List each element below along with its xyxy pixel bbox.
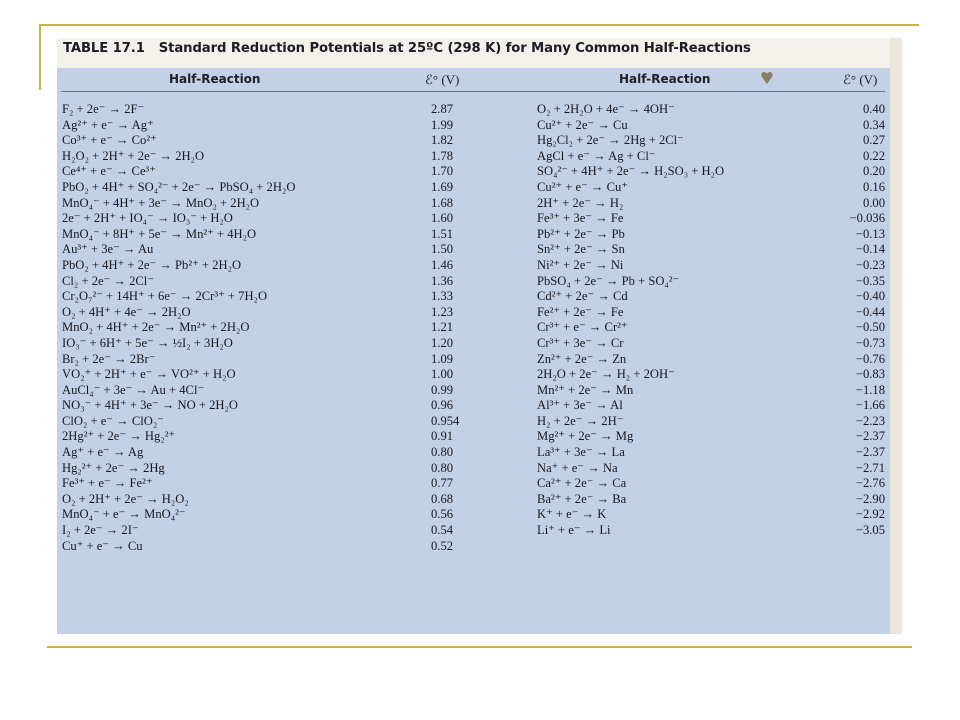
reduction-potential: 1.23 [431, 304, 454, 319]
header-potential-left: ℰ° (V) [425, 72, 460, 87]
half-reaction: MnO₄⁻ + 8H⁺ + 5e⁻ → Mn²⁺ + 4H₂O [62, 226, 257, 241]
table-row [62, 367, 482, 383]
half-reaction: Sn²⁺ + 2e⁻ → Sn [537, 242, 625, 257]
half-reaction: Na⁺ + e⁻ → Na [537, 460, 618, 475]
reduction-potential: −0.44 [855, 304, 885, 319]
half-reaction: MnO₄⁻ + 4H⁺ + 3e⁻ → MnO₂ + 2H₂O [62, 195, 260, 210]
reduction-potential: 0.34 [862, 117, 885, 132]
reduction-potential: −0.83 [855, 367, 885, 382]
table-row [537, 289, 885, 305]
table-row [537, 414, 885, 430]
table-row [62, 211, 482, 227]
half-reaction: 2H⁺ + 2e⁻ → H₂ [537, 195, 624, 210]
reduction-potential: −2.37 [855, 429, 885, 444]
slide-left-rule [39, 24, 41, 90]
table-row [537, 196, 885, 212]
reduction-potential: 1.20 [431, 335, 454, 350]
half-reaction: VO₂⁺ + 2H⁺ + e⁻ → VO²⁺ + H₂O [62, 367, 236, 382]
table-row [62, 352, 482, 368]
header-half-reaction-left: Half-Reaction [169, 72, 261, 86]
reduction-potential: −2.90 [855, 491, 885, 506]
half-reaction: Zn²⁺ + 2e⁻ → Zn [537, 351, 627, 366]
reduction-potential: 1.50 [431, 242, 454, 257]
half-reaction: Al³⁺ + 3e⁻ → Al [537, 398, 623, 413]
half-reaction: Fe³⁺ + e⁻ → Fe²⁺ [62, 476, 153, 491]
reduction-potential: 0.27 [862, 133, 885, 148]
right-column [537, 102, 885, 539]
table-row [62, 429, 482, 445]
half-reaction: F₂ + 2e⁻ → 2F⁻ [62, 102, 145, 116]
reduction-potential: 1.09 [431, 351, 454, 366]
table-row [537, 523, 885, 539]
table-row [62, 539, 482, 555]
table-row [62, 164, 482, 180]
table-row [537, 352, 885, 368]
half-reaction: Cr₂O₇²⁻ + 14H⁺ + 6e⁻ → 2Cr³⁺ + 7H₂O [62, 289, 268, 304]
half-reaction: ClO₂ + e⁻ → ClO₂⁻ [62, 413, 164, 428]
table-row [537, 492, 885, 508]
half-reaction: IO₃⁻ + 6H⁺ + 5e⁻ → ½I₂ + 3H₂O [62, 335, 233, 350]
half-reaction: Cr³⁺ + 3e⁻ → Cr [537, 335, 624, 350]
table-row [62, 476, 482, 492]
reduction-potential: 0.54 [431, 523, 454, 538]
half-reaction: PbSO₄ + 2e⁻ → Pb + SO₄²⁻ [537, 273, 680, 288]
slide-bottom-rule [47, 646, 912, 648]
table-row [62, 320, 482, 336]
reduction-potential: 0.80 [431, 460, 454, 475]
half-reaction: Ag²⁺ + e⁻ → Ag⁺ [62, 117, 154, 132]
table-row [62, 227, 482, 243]
half-reaction: PbO₂ + 4H⁺ + SO₄²⁻ + 2e⁻ → PbSO₄ + 2H₂O [62, 179, 296, 194]
table-photo [57, 38, 902, 634]
reduction-potential: −0.73 [855, 335, 885, 350]
reduction-potential: 1.33 [431, 289, 454, 304]
table-row [62, 507, 482, 523]
reduction-potential: −2.92 [855, 507, 885, 522]
half-reaction: Cu²⁺ + e⁻ → Cu⁺ [537, 179, 628, 194]
header-potential-right: ℰ° (V) [843, 72, 878, 87]
slide-top-rule [39, 24, 919, 26]
half-reaction: K⁺ + e⁻ → K [537, 507, 607, 522]
half-reaction: I₂ + 2e⁻ → 2I⁻ [62, 523, 139, 538]
half-reaction: NO₃⁻ + 4H⁺ + 3e⁻ → NO + 2H₂O [62, 398, 238, 413]
half-reaction: Li⁺ + e⁻ → Li [537, 523, 611, 538]
reduction-potential: 1.69 [431, 179, 454, 194]
table-title-text: Standard Reduction Potentials at 25ºC (298 K) for Many Common Half-Reactions [158, 41, 751, 56]
half-reaction: H₂ + 2e⁻ → 2H⁻ [537, 413, 624, 428]
table-row [537, 507, 885, 523]
reduction-potential: 0.91 [431, 429, 454, 444]
reduction-potential: −1.18 [855, 382, 885, 397]
half-reaction: Fe³⁺ + 3e⁻ → Fe [537, 211, 624, 226]
header-divider [61, 91, 885, 92]
table-row [62, 133, 482, 149]
table-row [62, 149, 482, 165]
half-reaction: Br₂ + 2e⁻ → 2Br⁻ [62, 351, 156, 366]
table-row [62, 118, 482, 134]
reduction-potential: 0.954 [431, 413, 460, 428]
half-reaction: Ca²⁺ + 2e⁻ → Ca [537, 476, 627, 491]
table-row [537, 164, 885, 180]
table-row [62, 414, 482, 430]
half-reaction: AuCl₄⁻ + 3e⁻ → Au + 4Cl⁻ [62, 382, 205, 397]
table-row [537, 102, 885, 118]
half-reaction: Cl₂ + 2e⁻ → 2Cl⁻ [62, 273, 154, 288]
table-row [62, 461, 482, 477]
half-reaction: Ce⁴⁺ + e⁻ → Ce³⁺ [62, 164, 156, 179]
reduction-potential: −0.40 [855, 289, 885, 304]
half-reaction: Co³⁺ + e⁻ → Co²⁺ [62, 133, 157, 148]
table-row [537, 149, 885, 165]
half-reaction: Fe²⁺ + 2e⁻ → Fe [537, 304, 624, 319]
reduction-potential: 2.87 [431, 102, 454, 116]
half-reaction: Ba²⁺ + 2e⁻ → Ba [537, 491, 627, 506]
table-row [537, 367, 885, 383]
reduction-potential: −0.036 [849, 211, 885, 226]
table-row [62, 398, 482, 414]
table-number: TABLE 17.1 [63, 41, 145, 56]
reduction-potential: −2.71 [855, 460, 885, 475]
half-reaction: H₂O₂ + 2H⁺ + 2e⁻ → 2H₂O [62, 148, 205, 163]
heart-icon [761, 71, 773, 85]
reduction-potential: 0.22 [862, 148, 885, 163]
reduction-potential: 1.82 [431, 133, 454, 148]
table-row [537, 274, 885, 290]
half-reaction: O₂ + 2H₂O + 4e⁻ → 4OH⁻ [537, 102, 675, 116]
half-reaction: La³⁺ + 3e⁻ → La [537, 445, 625, 460]
reduction-potential: 0.16 [862, 179, 885, 194]
reduction-potential: 0.20 [862, 164, 885, 179]
reduction-potential: 0.68 [431, 491, 454, 506]
half-reaction: Ni²⁺ + 2e⁻ → Ni [537, 257, 624, 272]
half-reaction: SO₄²⁻ + 4H⁺ + 2e⁻ → H₂SO₃ + H₂O [537, 164, 725, 179]
table-row [62, 289, 482, 305]
half-reaction: Cu²⁺ + 2e⁻ → Cu [537, 117, 628, 132]
table-row [537, 305, 885, 321]
table-row [62, 336, 482, 352]
table-row [62, 492, 482, 508]
reduction-potential: 1.60 [431, 211, 454, 226]
reduction-potential: 0.96 [431, 398, 454, 413]
reduction-potential: 0.77 [431, 476, 454, 491]
half-reaction: Mn²⁺ + 2e⁻ → Mn [537, 382, 634, 397]
reduction-potential: 1.21 [431, 320, 454, 335]
table-row [537, 227, 885, 243]
reduction-potential: 0.00 [862, 195, 885, 210]
reduction-potential: 0.56 [431, 507, 454, 522]
table-row [537, 429, 885, 445]
reduction-potential: −0.14 [855, 242, 885, 257]
table-row [537, 336, 885, 352]
table-row [62, 242, 482, 258]
reduction-potential: 1.78 [431, 148, 454, 163]
half-reaction: Hg₂Cl₂ + 2e⁻ → 2Hg + 2Cl⁻ [537, 133, 684, 148]
table-row [537, 476, 885, 492]
reduction-potential: −1.66 [855, 398, 885, 413]
table-title [63, 41, 751, 56]
table-row [537, 320, 885, 336]
table-row [62, 305, 482, 321]
reduction-potential: 0.52 [431, 538, 454, 553]
table-row [62, 445, 482, 461]
half-reaction: PbO₂ + 4H⁺ + 2e⁻ → Pb²⁺ + 2H₂O [62, 257, 242, 272]
table-row [537, 242, 885, 258]
half-reaction: O₂ + 4H⁺ + 4e⁻ → 2H₂O [62, 304, 191, 319]
half-reaction: AgCl + e⁻ → Ag + Cl⁻ [537, 148, 656, 163]
reduction-potential: 0.80 [431, 445, 454, 460]
table-row [62, 383, 482, 399]
half-reaction: MnO₄⁻ + e⁻ → MnO₄²⁻ [62, 507, 186, 522]
table-row [62, 102, 482, 118]
half-reaction: 2e⁻ + 2H⁺ + IO₄⁻ → IO₃⁻ + H₂O [62, 211, 233, 226]
half-reaction: Ag⁺ + e⁻ → Ag [62, 445, 144, 460]
table-row [537, 180, 885, 196]
reduction-potential: −2.23 [855, 413, 885, 428]
table-row [537, 118, 885, 134]
reduction-potential: 1.36 [431, 273, 454, 288]
reduction-potential: 0.40 [862, 102, 885, 116]
half-reaction: Cd²⁺ + 2e⁻ → Cd [537, 289, 628, 304]
half-reaction: O₂ + 2H⁺ + 2e⁻ → H₂O₂ [62, 491, 189, 506]
half-reaction: Au³⁺ + 3e⁻ → Au [62, 242, 154, 257]
page-edge [890, 38, 902, 634]
table-row [537, 258, 885, 274]
left-column [62, 102, 482, 554]
reduction-potential: 1.70 [431, 164, 454, 179]
half-reaction: 2Hg²⁺ + 2e⁻ → Hg₂²⁺ [62, 429, 176, 444]
reduction-potential: −0.35 [855, 273, 885, 288]
reduction-potential: −0.50 [855, 320, 885, 335]
reduction-potential: 1.46 [431, 257, 454, 272]
table-row [537, 383, 885, 399]
reduction-potential: 0.99 [431, 382, 454, 397]
table-row [62, 258, 482, 274]
table-row [62, 523, 482, 539]
table-row [537, 211, 885, 227]
reduction-potential: 1.00 [431, 367, 454, 382]
reduction-potential: 1.51 [431, 226, 454, 241]
table-row [62, 180, 482, 196]
table-row [62, 196, 482, 212]
reduction-potential: 1.99 [431, 117, 454, 132]
half-reaction: Hg₂²⁺ + 2e⁻ → 2Hg [62, 460, 165, 475]
reduction-potential: −0.76 [855, 351, 885, 366]
reduction-potential: −2.76 [855, 476, 885, 491]
reduction-potential: −0.13 [855, 226, 885, 241]
header-half-reaction-right: Half-Reaction [619, 72, 711, 86]
table-row [537, 133, 885, 149]
reduction-potential: −2.37 [855, 445, 885, 460]
table-row [537, 445, 885, 461]
reduction-potential: −0.23 [855, 257, 885, 272]
table-row [537, 461, 885, 477]
half-reaction: Cu⁺ + e⁻ → Cu [62, 538, 143, 553]
half-reaction: MnO₂ + 4H⁺ + 2e⁻ → Mn²⁺ + 2H₂O [62, 320, 250, 335]
half-reaction: 2H₂O + 2e⁻ → H₂ + 2OH⁻ [537, 367, 675, 382]
half-reaction: Mg²⁺ + 2e⁻ → Mg [537, 429, 634, 444]
table-row [537, 398, 885, 414]
reduction-potential: −3.05 [855, 523, 885, 538]
table-row [62, 274, 482, 290]
half-reaction: Pb²⁺ + 2e⁻ → Pb [537, 226, 625, 241]
reduction-potential: 1.68 [431, 195, 454, 210]
half-reaction: Cr³⁺ + e⁻ → Cr²⁺ [537, 320, 628, 335]
